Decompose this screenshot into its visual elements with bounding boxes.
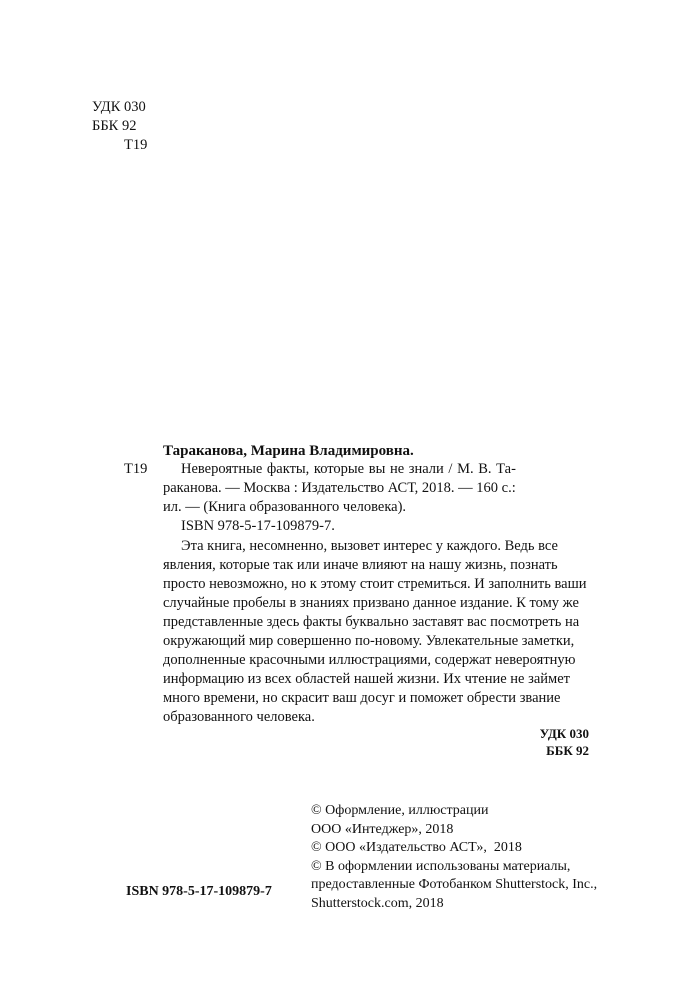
- isbn-bottom: ISBN 978-5-17-109879-7: [126, 884, 272, 899]
- copyright-line: ООО «Интеджер», 2018: [311, 821, 454, 837]
- annotation-line: много времени, но скрасит ваш досуг и поможет обрести звание: [163, 690, 561, 706]
- copyright-line: © В оформлении использованы материалы,: [311, 858, 571, 874]
- copyright-block: [311, 802, 597, 913]
- bib-line: раканова. — Москва : Издательство АСТ, 2018. — 160 с.:: [163, 480, 516, 496]
- author-heading: Тараканова, Марина Владимировна.: [163, 443, 414, 459]
- annotation-line: представленные здесь факты буквально заставят вас посмотреть на: [163, 614, 580, 630]
- annotation-line: Эта книга, несомненно, вызовет интерес у каждого. Ведь все: [181, 538, 558, 554]
- annotation-line: дополненные красочными иллюстрациями, содержат невероятную: [163, 652, 576, 668]
- bib-line: ил. — (Книга образованного человека).: [163, 499, 407, 515]
- copyright-line: © Оформление, иллюстрации: [311, 803, 489, 818]
- author-mark-record: Т19: [124, 461, 148, 477]
- annotation-line: информацию из всех областей нашей жизни. Их чтение не займет: [163, 671, 570, 687]
- annotation-line: окружающий мир совершенно по-новому. Увлекательные заметки,: [163, 633, 575, 649]
- udk-code-top: УДК 030: [92, 99, 146, 115]
- bib-line: [181, 460, 589, 479]
- copyright-line: Shutterstock.com, 2018: [311, 895, 444, 911]
- bib-line-text: Невероятные факты, которые вы не знали / М. В. Та-: [181, 461, 516, 477]
- copyright-line: © ООО «Издательство АСТ», 2018: [311, 840, 522, 855]
- udk-code-record: УДК 030: [539, 726, 589, 741]
- bbk-code-top: ББК 92: [92, 118, 137, 134]
- annotation-line: просто невозможно, но к этому стоит стремиться. И заполнить ваши: [163, 576, 587, 592]
- copyright-line: предоставленные Фотобанком Shutterstock, Inc.,: [311, 877, 598, 892]
- annotation-line: образованного человека.: [163, 709, 315, 725]
- author-mark-top: Т19: [124, 137, 148, 153]
- bbk-code-record: ББК 92: [546, 743, 589, 758]
- annotation-line: случайные пробелы в знаниях призвано данное издание. К тому же: [163, 595, 579, 611]
- isbn-record: ISBN 978-5-17-109879-7.: [181, 518, 335, 534]
- annotation-line: явления, которые так или иначе влияют на нашу жизнь, познать: [163, 557, 558, 573]
